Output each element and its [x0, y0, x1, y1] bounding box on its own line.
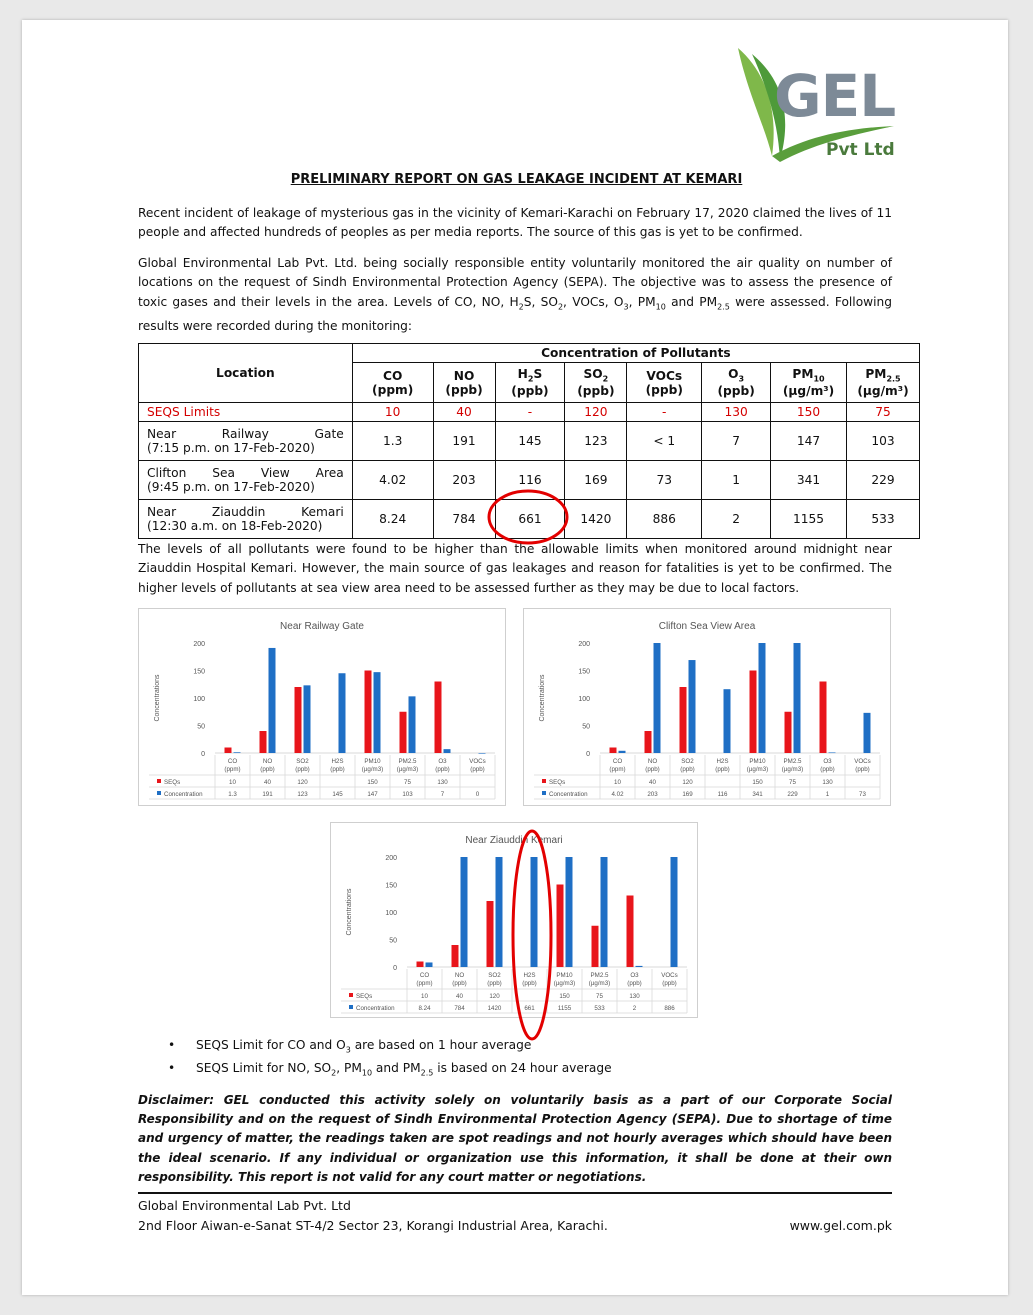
- disclaimer-text: Disclaimer: GEL conducted this activity solely on voluntarily basis as a part of our Corporate Social Responsibility and on the request of Sindh Environmental Protection Agency (SEPA). Due to shortage of time and urgency of matter, the readings taken are spot readings and not hourly averages which should have been the ideal scenario. If any individual or organization use this information, it shall be done at their own responsibility. This report is not valid for any court matter or negotiations.: [138, 1093, 892, 1184]
- bar-seqs: [452, 945, 459, 967]
- notes-list: [168, 1036, 612, 1083]
- footer-company: Global Environmental Lab Pvt. Ltd: [138, 1198, 351, 1213]
- y-tick-label: 150: [578, 668, 590, 676]
- value-cell: 784: [433, 500, 495, 539]
- data-label: 1: [825, 791, 830, 798]
- data-label: 40: [264, 779, 271, 786]
- x-tick-label: VOCs: [661, 972, 678, 979]
- x-tick-unit: (ppb): [435, 766, 450, 773]
- value-cell: 661: [495, 500, 565, 539]
- value-cell: 533: [846, 500, 919, 539]
- x-tick-unit: (ppb): [330, 766, 345, 773]
- x-tick-label: CO: [419, 972, 430, 979]
- x-tick-unit: (ppb): [470, 766, 485, 773]
- x-tick-unit: (µg/m3): [781, 766, 804, 773]
- x-tick-unit: (ppb): [522, 980, 537, 987]
- x-tick-label: NO: [647, 758, 658, 765]
- value-cell: 147: [771, 422, 847, 461]
- x-tick-unit: (ppb): [295, 766, 310, 773]
- value-cell: 145: [495, 422, 565, 461]
- note-item: • SEQS Limit for NO, $SO_2$, $PM_{10}$ and $PM_{2.5}$ is based on 24 hour average: [168, 1059, 612, 1082]
- bar-seqs: [260, 731, 267, 753]
- y-tick-label: 100: [578, 696, 590, 703]
- data-label: 103: [402, 791, 413, 798]
- data-label: 10: [614, 779, 621, 786]
- legend-swatch: [157, 779, 161, 783]
- x-tick-unit: (ppb): [260, 766, 275, 773]
- y-tick-label: 100: [193, 696, 205, 703]
- chart-title: Near Railway Gate: [280, 621, 364, 632]
- col-co: CO (ppm): [352, 363, 433, 403]
- legend-swatch: [542, 779, 546, 783]
- h2s-oval-annotation: [508, 828, 556, 1046]
- x-tick-unit: (ppb): [820, 766, 835, 773]
- data-label: 75: [596, 993, 603, 1000]
- chart-railway-gate-svg: [139, 609, 505, 805]
- highlight-circle-annotation: [486, 488, 570, 546]
- legend-label: Concentration: [164, 791, 203, 798]
- bar-concentration: [671, 857, 678, 967]
- bar-concentration: [689, 660, 696, 753]
- value-cell: < 1: [627, 422, 702, 461]
- bar-concentration: [234, 752, 241, 753]
- data-label: 123: [297, 791, 308, 798]
- col-vocs: VOCs (ppb): [627, 363, 702, 403]
- y-tick-label: 200: [385, 855, 397, 862]
- data-label: 120: [297, 779, 308, 786]
- bar-concentration: [426, 962, 433, 967]
- value-cell: 191: [433, 422, 495, 461]
- data-label: 533: [594, 1005, 605, 1012]
- value-cell: 7: [702, 422, 771, 461]
- bar-seqs: [487, 901, 494, 967]
- y-tick-label: 0: [201, 751, 205, 758]
- x-tick-unit: (µg/m3): [361, 766, 384, 773]
- value-cell: 116: [495, 461, 565, 500]
- note-item: • SEQS Limit for CO and $O_3$ are based on 1 hour average: [168, 1036, 612, 1059]
- data-label: 8.24: [418, 1005, 431, 1012]
- data-label: 1.3: [228, 791, 237, 798]
- data-label: 120: [682, 779, 693, 786]
- y-tick-label: 150: [385, 882, 397, 890]
- y-tick-label: 0: [393, 965, 397, 972]
- data-label: 169: [682, 791, 693, 798]
- bar-seqs: [557, 885, 564, 968]
- value-cell: 169: [565, 461, 627, 500]
- logo-subtitle: Pvt Ltd: [826, 140, 895, 160]
- x-tick-label: O3: [823, 758, 832, 765]
- y-tick-label: 150: [193, 668, 205, 676]
- y-axis-label: Concentrations: [154, 674, 161, 722]
- bar-concentration: [496, 857, 503, 967]
- x-tick-label: NO: [454, 972, 465, 979]
- value-cell: 341: [771, 461, 847, 500]
- bar-concentration: [601, 857, 608, 967]
- bar-concentration: [829, 752, 836, 753]
- x-tick-unit: (ppb): [715, 766, 730, 773]
- legend-label: SEQs: [356, 993, 373, 1000]
- x-tick-label: SO2: [296, 758, 309, 765]
- x-tick-label: PM10: [556, 972, 573, 979]
- x-tick-label: VOCs: [854, 758, 871, 765]
- data-label: 886: [664, 1005, 675, 1012]
- x-tick-unit: (ppb): [627, 980, 642, 987]
- data-label: 150: [559, 993, 570, 1000]
- legend-label: Concentration: [356, 1005, 395, 1012]
- x-tick-label: CO: [612, 758, 623, 765]
- y-tick-label: 0: [586, 751, 590, 758]
- location-cell: Near Ziauddin Kemari (12:30 a.m. on 18-Feb-2020): [139, 500, 353, 539]
- data-label: 40: [456, 993, 463, 1000]
- bar-concentration: [636, 966, 643, 967]
- data-label: 120: [489, 993, 500, 1000]
- limit-cell: 75: [846, 403, 919, 422]
- x-tick-label: H2S: [331, 758, 344, 765]
- value-cell: 8.24: [352, 500, 433, 539]
- seqs-limits-label: SEQS Limits: [139, 403, 353, 422]
- legend-swatch: [542, 791, 546, 795]
- table-row: [139, 422, 920, 461]
- bar-concentration: [654, 643, 661, 753]
- x-tick-unit: (ppm): [224, 766, 241, 773]
- y-axis-label: Concentrations: [539, 674, 546, 722]
- bar-seqs: [750, 671, 757, 754]
- x-tick-unit: (ppb): [662, 980, 677, 987]
- x-tick-label: O3: [438, 758, 447, 765]
- chart-title: Clifton Sea View Area: [658, 621, 756, 632]
- data-label: 130: [437, 779, 448, 786]
- bar-seqs: [435, 682, 442, 754]
- bar-seqs: [592, 926, 599, 967]
- data-label: 0: [475, 791, 480, 798]
- value-cell: 229: [846, 461, 919, 500]
- limit-cell: 150: [771, 403, 847, 422]
- data-label: 40: [649, 779, 656, 786]
- data-label: 203: [647, 791, 658, 798]
- data-label: 147: [367, 791, 378, 798]
- x-tick-label: PM2.5: [398, 758, 417, 765]
- bar-concentration: [479, 753, 486, 754]
- x-tick-unit: (µg/m3): [396, 766, 419, 773]
- bar-seqs: [295, 687, 302, 753]
- data-label: 341: [752, 791, 763, 798]
- bar-seqs: [785, 712, 792, 753]
- bar-concentration: [444, 749, 451, 753]
- bar-seqs: [417, 962, 424, 968]
- value-cell: 886: [627, 500, 702, 539]
- data-label: 1155: [557, 1005, 572, 1012]
- y-axis-label: Concentrations: [346, 888, 353, 936]
- chart-railway-gate: [138, 608, 506, 806]
- footer-address: 2nd Floor Aiwan-e-Sanat ST-4/2 Sector 23, Korangi Industrial Area, Karachi.: [138, 1218, 608, 1233]
- x-tick-label: H2S: [523, 972, 536, 979]
- bar-seqs: [400, 712, 407, 753]
- limit-cell: -: [627, 403, 702, 422]
- x-tick-unit: (ppb): [855, 766, 870, 773]
- value-cell: 1155: [771, 500, 847, 539]
- location-header: Location: [139, 344, 353, 403]
- bar-concentration: [566, 857, 573, 967]
- data-label: 784: [454, 1005, 465, 1012]
- data-label: 2: [632, 1005, 637, 1012]
- value-cell: 4.02: [352, 461, 433, 500]
- bar-concentration: [724, 689, 731, 753]
- value-cell: 1.3: [352, 422, 433, 461]
- value-cell: 1420: [565, 500, 627, 539]
- x-tick-label: O3: [630, 972, 639, 979]
- value-cell: 73: [627, 461, 702, 500]
- x-tick-unit: (µg/m3): [553, 980, 576, 987]
- data-label: 116: [717, 791, 728, 798]
- limit-cell: 120: [565, 403, 627, 422]
- intro-paragraph: Recent incident of leakage of mysterious gas in the vicinity of Kemari-Karachi on February 17, 2020 claimed the lives of 11 people and affected hundreds of peoples as per media reports. The source of this gas is yet to be confirmed.: [138, 206, 892, 240]
- bar-concentration: [461, 857, 468, 967]
- data-label: 73: [859, 791, 866, 798]
- data-label: 229: [787, 791, 798, 798]
- x-tick-unit: (µg/m3): [588, 980, 611, 987]
- footer-website-link[interactable]: www.gel.com.pk: [789, 1218, 892, 1233]
- data-label: 4.02: [611, 791, 624, 798]
- bar-concentration: [269, 648, 276, 753]
- bar-seqs: [680, 687, 687, 753]
- x-tick-unit: (ppb): [487, 980, 502, 987]
- data-label: 150: [367, 779, 378, 786]
- chart-clifton: [523, 608, 891, 806]
- legend-label: SEQs: [164, 779, 181, 786]
- seqs-limits-row: [139, 403, 920, 422]
- bar-seqs: [365, 671, 372, 754]
- col-pm10: $PM_{10}$ (µg/m³): [771, 363, 847, 403]
- x-tick-label: PM10: [749, 758, 766, 765]
- legend-swatch: [157, 791, 161, 795]
- x-tick-unit: (ppb): [680, 766, 695, 773]
- col-so2: $SO_2$ (ppb): [565, 363, 627, 403]
- logo-wordmark: GEL: [774, 62, 896, 130]
- bar-seqs: [225, 748, 232, 754]
- data-label: 130: [822, 779, 833, 786]
- legend-label: Concentration: [549, 791, 588, 798]
- y-tick-label: 200: [578, 641, 590, 648]
- value-cell: 103: [846, 422, 919, 461]
- legend-swatch: [349, 1005, 353, 1009]
- x-tick-label: VOCs: [469, 758, 486, 765]
- data-label: 10: [421, 993, 428, 1000]
- x-tick-label: CO: [227, 758, 238, 765]
- data-label: 10: [229, 779, 236, 786]
- bar-concentration: [794, 643, 801, 753]
- x-tick-label: NO: [262, 758, 273, 765]
- bar-seqs: [820, 682, 827, 754]
- bar-seqs: [645, 731, 652, 753]
- bar-concentration: [339, 673, 346, 753]
- legend-label: SEQs: [549, 779, 566, 786]
- legend-swatch: [349, 993, 353, 997]
- objective-paragraph: Global Environmental Lab Pvt. Ltd. being socially responsible entity voluntarily monitored the air quality on number of locations on the request of Sindh Environmental Protection Agency (SEPA). The objective was to assess the presence of toxic gases and their levels in the area. Levels of CO, NO, $H_2S$, $SO_2$, VOCs, $O_3$, $PM_{10}$ and $PM_{2.5}$ were assessed. Following results were recorded during the monitoring:: [138, 256, 892, 333]
- x-tick-label: PM10: [364, 758, 381, 765]
- x-tick-label: SO2: [681, 758, 694, 765]
- location-cell: Clifton Sea View Area (9:45 p.m. on 17-Feb-2020): [139, 461, 353, 500]
- bar-concentration: [759, 643, 766, 753]
- findings-paragraph: The levels of all pollutants were found to be higher than the allowable limits when monitored around midnight near Ziauddin Hospital Kemari. However, the main source of gas leakages and reason for fatalities is yet to be confirmed. The higher levels of pollutants at sea view area need to be assessed further as they may be due to local factors.: [138, 542, 892, 595]
- x-tick-label: H2S: [716, 758, 729, 765]
- chart-title: Near Ziauddin Kemari: [465, 835, 563, 846]
- data-label: 75: [789, 779, 796, 786]
- y-tick-label: 100: [385, 910, 397, 917]
- limit-cell: -: [495, 403, 565, 422]
- bar-concentration: [619, 751, 626, 753]
- bar-concentration: [304, 685, 311, 753]
- concentration-group-header: Concentration of Pollutants: [352, 344, 919, 363]
- data-label: 145: [332, 791, 343, 798]
- location-cell: Near Railway Gate (7:15 p.m. on 17-Feb-2020): [139, 422, 353, 461]
- limit-cell: 130: [702, 403, 771, 422]
- x-tick-label: PM2.5: [783, 758, 802, 765]
- col-h2s: $H_2S$ (ppb): [495, 363, 565, 403]
- x-tick-label: SO2: [488, 972, 501, 979]
- x-tick-label: PM2.5: [590, 972, 609, 979]
- value-cell: 1: [702, 461, 771, 500]
- bar-concentration: [409, 696, 416, 753]
- y-tick-label: 50: [197, 723, 205, 731]
- x-tick-unit: (ppm): [609, 766, 626, 773]
- value-cell: 203: [433, 461, 495, 500]
- y-tick-label: 50: [389, 937, 397, 945]
- y-tick-label: 50: [582, 723, 590, 731]
- col-no: NO (ppb): [433, 363, 495, 403]
- col-pm25: $PM_{2.5}$ (µg/m³): [846, 363, 919, 403]
- data-label: 150: [752, 779, 763, 786]
- limit-cell: 10: [352, 403, 433, 422]
- value-cell: 123: [565, 422, 627, 461]
- bar-concentration: [864, 713, 871, 753]
- x-tick-unit: (µg/m3): [746, 766, 769, 773]
- data-label: 1420: [487, 1005, 502, 1012]
- report-title: PRELIMINARY REPORT ON GAS LEAKAGE INCIDENT AT KEMARI: [290, 172, 743, 187]
- limit-cell: 40: [433, 403, 495, 422]
- col-o3: $O_3$ (ppb): [702, 363, 771, 403]
- data-label: 130: [629, 993, 640, 1000]
- x-tick-unit: (ppm): [416, 980, 433, 987]
- bar-concentration: [374, 672, 381, 753]
- data-label: 7: [440, 791, 445, 798]
- y-tick-label: 200: [193, 641, 205, 648]
- data-label: 191: [262, 791, 273, 798]
- bar-seqs: [610, 748, 617, 754]
- chart-clifton-svg: [524, 609, 890, 805]
- x-tick-unit: (ppb): [645, 766, 660, 773]
- data-label: 75: [404, 779, 411, 786]
- data-label: 661: [524, 1005, 535, 1012]
- x-tick-unit: (ppb): [452, 980, 467, 987]
- value-cell: 2: [702, 500, 771, 539]
- bar-seqs: [627, 896, 634, 968]
- footer-divider: [138, 1192, 892, 1194]
